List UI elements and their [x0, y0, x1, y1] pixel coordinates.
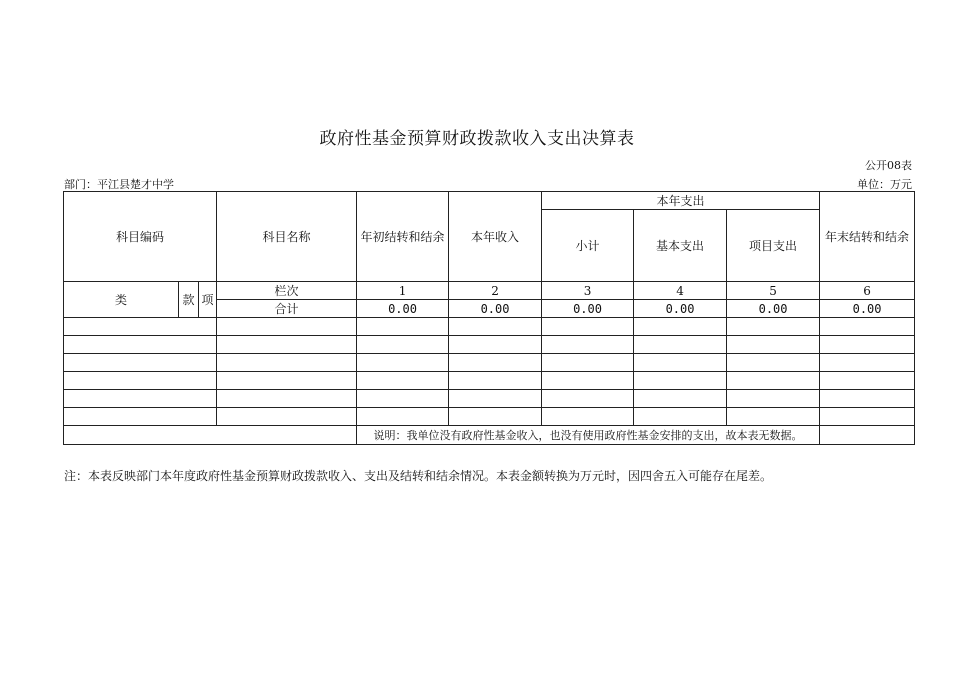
blank-cell [542, 336, 634, 354]
header-xiang: 项 [199, 282, 217, 318]
blank-cell [217, 408, 357, 426]
table-row [64, 318, 915, 336]
blank-cell [217, 354, 357, 372]
blank-cell [634, 318, 727, 336]
blank-cell [727, 390, 820, 408]
header-expense-group: 本年支出 [542, 192, 820, 210]
total-value: 0.00 [542, 300, 634, 318]
blank-cell [64, 372, 217, 390]
blank-cell [727, 318, 820, 336]
footnote: 注：本表反映部门本年度政府性基金预算财政拨款收入、支出及结转和结余情况。本表金额转换为万元时，因四舍五入可能存在尾差。 [64, 469, 773, 483]
blank-cell [449, 408, 542, 426]
table-note: 说明：我单位没有政府性基金收入，也没有使用政府性基金安排的支出，故本表无数据。 [357, 426, 820, 445]
total-label: 合计 [217, 300, 357, 318]
blank-cell [820, 354, 915, 372]
blank-cell [64, 354, 217, 372]
header-opening: 年初结转和结余 [357, 192, 449, 282]
unit-label: 单位：万元 [857, 178, 912, 191]
table-row [64, 408, 915, 426]
total-value: 0.00 [634, 300, 727, 318]
table-row [64, 390, 915, 408]
header-row-top [64, 192, 915, 210]
index-col: 2 [449, 282, 542, 300]
blank-cell [357, 390, 449, 408]
blank-cell [449, 354, 542, 372]
department-label: 部门：平江县楚才中学 [64, 178, 174, 191]
blank-cell [64, 336, 217, 354]
blank-cell [820, 390, 915, 408]
blank-cell [64, 390, 217, 408]
blank-cell [449, 372, 542, 390]
header-closing: 年末结转和结余 [820, 192, 915, 282]
total-value: 0.00 [727, 300, 820, 318]
index-col: 4 [634, 282, 727, 300]
blank-cell [727, 354, 820, 372]
header-basic: 基本支出 [634, 210, 727, 282]
blank-cell [820, 426, 915, 445]
budget-table [63, 191, 915, 445]
header-code: 科目编码 [64, 192, 217, 282]
blank-cell [820, 372, 915, 390]
table-row [64, 354, 915, 372]
header-lei: 类 [64, 282, 179, 318]
index-col: 5 [727, 282, 820, 300]
blank-cell [357, 372, 449, 390]
index-row [64, 282, 915, 300]
blank-cell [217, 372, 357, 390]
blank-cell [634, 336, 727, 354]
report-title: 政府性基金预算财政拨款收入支出决算表 [319, 129, 635, 149]
blank-cell [820, 408, 915, 426]
header-kuan: 款 [179, 282, 199, 318]
header-income: 本年收入 [449, 192, 542, 282]
blank-cell [217, 318, 357, 336]
form-code: 公开08表 [865, 159, 912, 172]
total-value: 0.00 [449, 300, 542, 318]
blank-cell [542, 408, 634, 426]
blank-cell [64, 426, 357, 445]
index-col: 3 [542, 282, 634, 300]
blank-cell [634, 354, 727, 372]
blank-cell [727, 372, 820, 390]
blank-cell [542, 318, 634, 336]
total-value: 0.00 [820, 300, 915, 318]
blank-cell [820, 318, 915, 336]
table-row [64, 372, 915, 390]
blank-cell [634, 408, 727, 426]
total-value: 0.00 [357, 300, 449, 318]
blank-cell [542, 354, 634, 372]
blank-cell [727, 336, 820, 354]
blank-cell [357, 318, 449, 336]
blank-cell [634, 372, 727, 390]
blank-cell [357, 408, 449, 426]
index-col: 6 [820, 282, 915, 300]
blank-cell [727, 408, 820, 426]
blank-cell [449, 336, 542, 354]
blank-cell [542, 372, 634, 390]
blank-cell [449, 318, 542, 336]
table-row [64, 336, 915, 354]
header-name: 科目名称 [217, 192, 357, 282]
blank-cell [449, 390, 542, 408]
blank-cell [64, 408, 217, 426]
blank-cell [820, 336, 915, 354]
blank-cell [64, 318, 217, 336]
blank-cell [217, 390, 357, 408]
blank-cell [542, 390, 634, 408]
blank-cell [634, 390, 727, 408]
blank-cell [217, 336, 357, 354]
header-project: 项目支出 [727, 210, 820, 282]
index-col: 1 [357, 282, 449, 300]
index-label: 栏次 [217, 282, 357, 300]
blank-cell [357, 354, 449, 372]
note-row [64, 426, 915, 445]
blank-cell [357, 336, 449, 354]
header-subtotal: 小计 [542, 210, 634, 282]
